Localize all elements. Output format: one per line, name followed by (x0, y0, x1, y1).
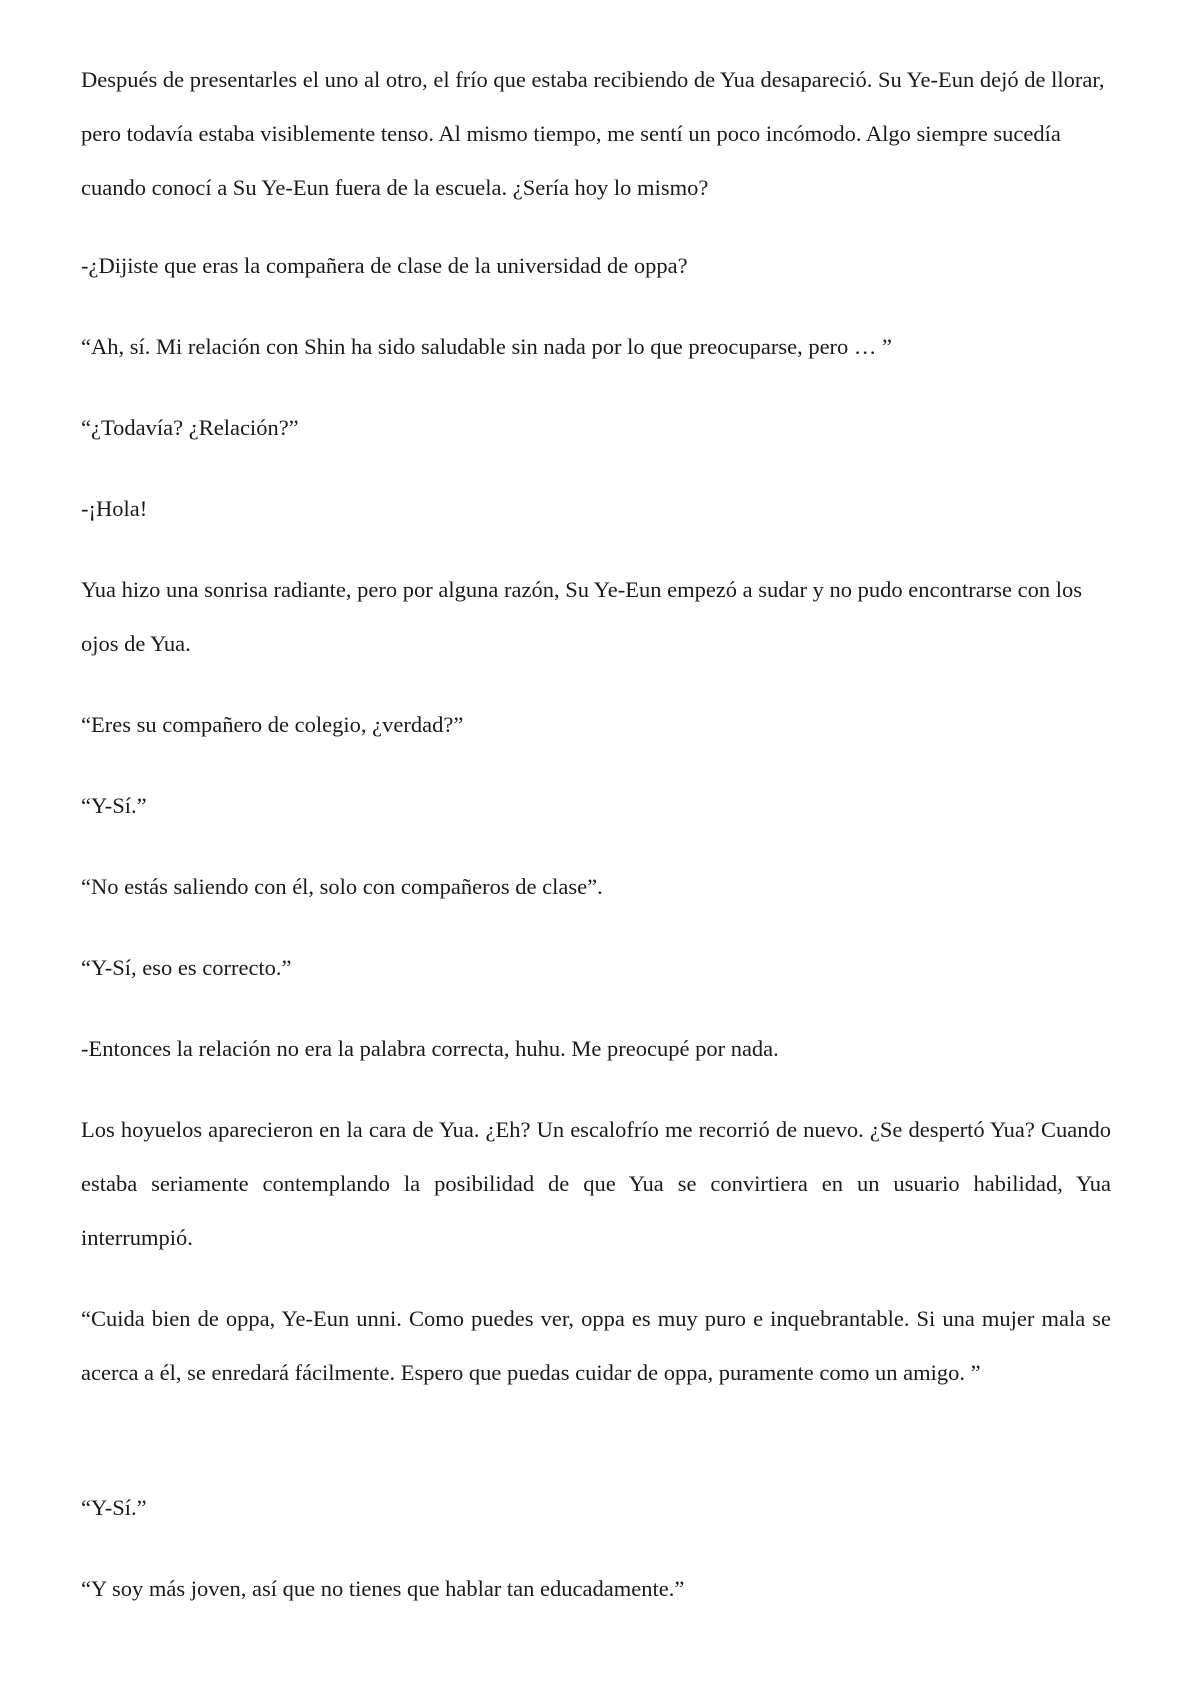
paragraph-8: “Y-Sí.” (81, 793, 147, 818)
paragraph-14: “Y-Sí.” (81, 1495, 147, 1520)
paragraph-12: Los hoyuelos aparecieron en la cara de Yua. ¿Eh? Un escalofrío me recorrió de nuevo. ¿Se despertó Yua? Cuando estaba seriamente contemplando la posibilidad de que Yua se convirtiera en un usuario habilidad, Yua interrumpió. (81, 1117, 1111, 1250)
paragraph-3: “Ah, sí. Mi relación con Shin ha sido saludable sin nada por lo que preocuparse, pero … ” (81, 334, 893, 359)
paragraph-11: -Entonces la relación no era la palabra correcta, huhu. Me preocupé por nada. (81, 1036, 779, 1061)
paragraph-2: -¿Dijiste que eras la compañera de clase de la universidad de oppa? (81, 253, 688, 278)
paragraph-1: Después de presentarles el uno al otro, el frío que estaba recibiendo de Yua desapareció. Su Ye-Eun dejó de llorar, pero todavía estaba visiblemente tenso. Al mismo tiempo, me sentí un poco incómodo. Algo siempre sucedía cuando conocí a Su Ye-Eun fuera de la escuela. ¿Sería hoy lo mismo? (81, 67, 1105, 200)
paragraph-4: “¿Todavía? ¿Relación?” (81, 415, 299, 440)
paragraph-5: -¡Hola! (81, 496, 148, 521)
paragraph-9: “No estás saliendo con él, solo con compañeros de clase”. (81, 874, 603, 899)
paragraph-13: “Cuida bien de oppa, Ye-Eun unni. Como puedes ver, oppa es muy puro e inquebrantable. Si una mujer mala se acerca a él, se enredará fácilmente. Espero que puedas cuidar de oppa, puramente como un amigo. ” (81, 1306, 1111, 1385)
paragraph-7: “Eres su compañero de colegio, ¿verdad?” (81, 712, 464, 737)
paragraph-6: Yua hizo una sonrisa radiante, pero por alguna razón, Su Ye-Eun empezó a sudar y no pudo encontrarse con los ojos de Yua. (81, 577, 1082, 656)
paragraph-10: “Y-Sí, eso es correcto.” (81, 955, 292, 980)
paragraph-15: “Y soy más joven, así que no tienes que hablar tan educadamente.” (81, 1576, 685, 1601)
